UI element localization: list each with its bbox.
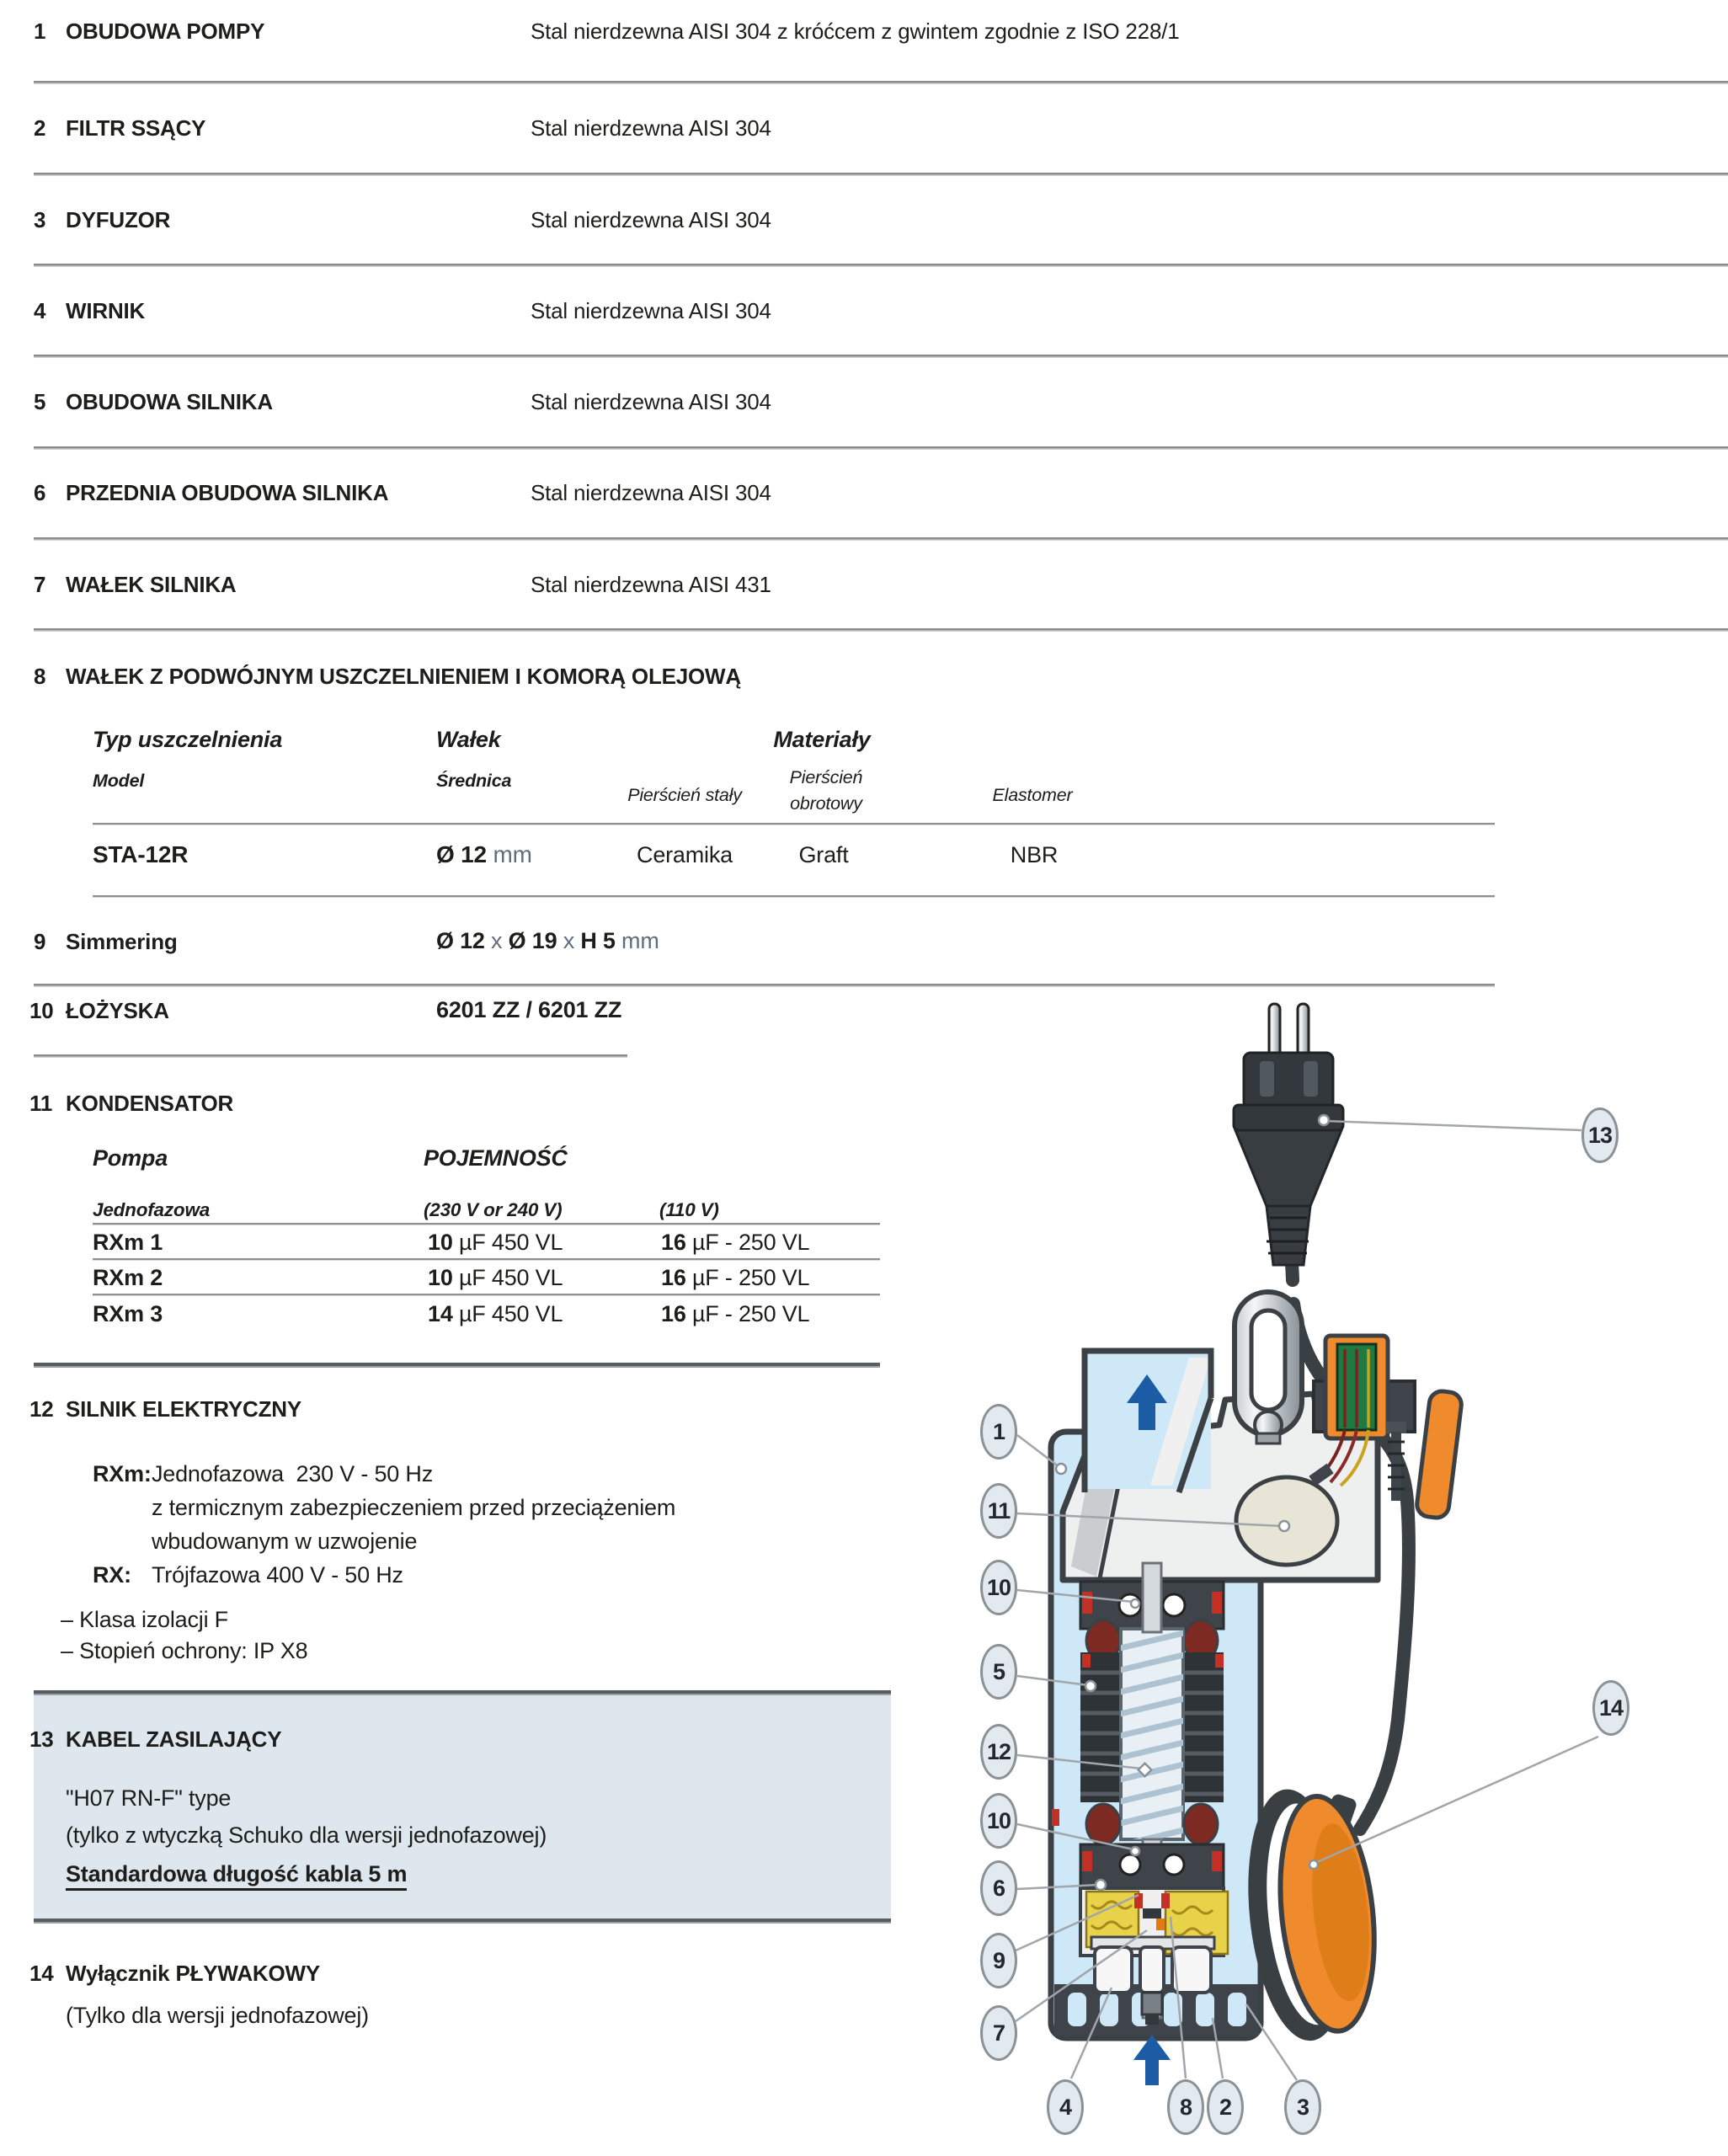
section-number: 13: [29, 1726, 54, 1752]
callout-label: 6: [992, 1875, 1005, 1901]
part-material: Stal nierdzewna AISI 304: [531, 480, 771, 505]
capacitor-110-value: 16 µF - 250 VL: [661, 1265, 810, 1290]
capacitor-sub-230: (230 V or 240 V): [424, 1199, 563, 1220]
part-material: Stal nierdzewna AISI 304 z króćcem z gwintem zgodnie z ISO 228/1: [531, 19, 1180, 44]
motor-rx-value: Trójfazowa 400 V - 50 Hz: [152, 1562, 403, 1588]
seal-table-sub-elastomer: Elastomer: [992, 785, 1073, 805]
seal-rotating-ring: Graft: [798, 842, 849, 867]
section-divider: [34, 1690, 891, 1695]
section-10-label: ŁOŻYSKA: [66, 998, 169, 1023]
section-number: 8: [34, 664, 46, 689]
section-12-title: SILNIK ELEKTRYCZNY: [66, 1396, 302, 1422]
callout-4: [1047, 2079, 1084, 2135]
table-rule: [93, 823, 1495, 825]
callout-13: [1581, 1107, 1619, 1163]
part-label: PRZEDNIA OBUDOWA SILNIKA: [66, 480, 389, 505]
section-number: 10: [29, 998, 54, 1023]
callout-label: 14: [1598, 1694, 1624, 1721]
capacitor-230-value: 10 µF 450 VL: [428, 1265, 563, 1290]
callout-2: [1207, 2079, 1244, 2135]
part-material: Stal nierdzewna AISI 304: [531, 115, 771, 141]
part-number: 5: [34, 389, 46, 414]
part-number: 7: [34, 572, 46, 597]
callout-label: 13: [1587, 1122, 1613, 1148]
callout-11: [980, 1483, 1017, 1539]
capacitor-sub-pump: Jednofazowa: [93, 1199, 211, 1220]
row-divider: [34, 1054, 627, 1058]
callout-label: 3: [1296, 2094, 1309, 2120]
capacitor-col-pump: Pompa: [93, 1145, 168, 1171]
callout-10: [980, 1560, 1017, 1615]
seal-table-sub-rotating: Pierścień obrotowy: [789, 767, 863, 814]
callout-label: 10: [986, 1807, 1011, 1833]
part-number: 2: [34, 115, 46, 141]
callout-7: [980, 2005, 1017, 2061]
seal-table-sub-model: Model: [93, 771, 145, 791]
part-label: DYFUZOR: [66, 207, 171, 232]
part-material: Stal nierdzewna AISI 304: [531, 298, 771, 323]
part-number: 1: [34, 19, 46, 44]
row-divider: [34, 173, 1728, 176]
cable-type: "H07 RN-F" type: [66, 1785, 232, 1811]
seal-diameter: Ø 12 mm: [436, 841, 532, 867]
callout-label: 2: [1219, 2094, 1232, 2120]
callout-label: 12: [986, 1738, 1011, 1764]
simmering-dimensions: Ø 12 x Ø 19 x H 5 mm: [436, 928, 659, 953]
capacitor-model: RXm 3: [93, 1301, 163, 1326]
row-divider: [34, 264, 1728, 267]
capacitor-230-value: 14 µF 450 VL: [428, 1301, 563, 1326]
motor-rxm-line2: z termicznym zabezpieczeniem przed przeciążeniem: [152, 1495, 676, 1520]
suction-up-arrow-icon: [1133, 2035, 1171, 2085]
row-divider: [34, 355, 1728, 358]
cable-length: Standardowa długość kabla 5 m: [66, 1861, 407, 1888]
seal-model: STA-12R: [93, 841, 189, 867]
section-divider: [34, 1919, 891, 1924]
callout-10b: [980, 1793, 1017, 1849]
callout-3: [1284, 2079, 1321, 2135]
seal-table-group-materials: Materiały: [773, 727, 871, 752]
callout-1: [980, 1404, 1017, 1460]
section-11-title: KONDENSATOR: [66, 1091, 234, 1116]
capacitor-230-value: 10 µF 450 VL: [428, 1230, 563, 1255]
callout-label: 11: [987, 1497, 1011, 1524]
capacitor-110-value: 16 µF - 250 VL: [661, 1301, 810, 1326]
table-rule: [93, 1258, 880, 1260]
schuko-plug: [1234, 1004, 1343, 1265]
capacitor-model: RXm 1: [93, 1230, 163, 1255]
part-label: WAŁEK SILNIKA: [66, 572, 237, 597]
capacitor-110-value: 16 µF - 250 VL: [661, 1230, 810, 1255]
capacitor-sub-110: (110 V): [659, 1199, 719, 1220]
bearings-value: 6201 ZZ / 6201 ZZ: [436, 997, 622, 1022]
seal-table-group-seal: Typ uszczelnienia: [93, 727, 283, 752]
callout-label: 9: [992, 1947, 1005, 1973]
seal-table-sub-stationary: Pierścień stały: [627, 785, 742, 805]
seal-table-group-shaft: Wałek: [436, 727, 501, 752]
motor-rotor: [1117, 1629, 1187, 1846]
section-number: 14: [29, 1961, 54, 1986]
callout-5: [980, 1644, 1017, 1700]
motor-rxm-value: Jednofazowa 230 V - 50 Hz: [152, 1461, 434, 1486]
row-divider: [34, 81, 1728, 84]
section-9-label: Simmering: [66, 929, 178, 954]
part-label: WIRNIK: [66, 298, 146, 323]
table-rule: [93, 1294, 880, 1295]
callout-label: 10: [986, 1574, 1011, 1600]
part-material: Stal nierdzewna AISI 431: [531, 572, 771, 597]
seal-stationary-ring: Ceramika: [637, 842, 733, 867]
row-divider: [34, 446, 1728, 450]
part-number: 6: [34, 480, 46, 505]
table-rule: [93, 1223, 880, 1225]
callout-8: [1167, 2079, 1204, 2135]
seal-table-sub-diameter: Średnica: [436, 771, 512, 791]
motor-insulation-class: – Klasa izolacji F: [61, 1607, 228, 1632]
part-number: 4: [34, 298, 46, 323]
discharge-outlet: [1085, 1351, 1211, 1492]
callout-9: [980, 1933, 1017, 1988]
part-label: OBUDOWA POMPY: [66, 19, 265, 44]
part-material: Stal nierdzewna AISI 304: [531, 389, 771, 414]
callout-label: 4: [1059, 2094, 1072, 2120]
capacitor-model: RXm 2: [93, 1265, 163, 1290]
callout-12: [980, 1724, 1017, 1780]
section-number: 9: [34, 929, 46, 954]
section-8-title: WAŁEK Z PODWÓJNYM USZCZELNIENIEM I KOMORĄ OLEJOWĄ: [66, 664, 741, 689]
part-material: Stal nierdzewna AISI 304: [531, 207, 771, 232]
section-13-title: KABEL ZASILAJĄCY: [66, 1726, 282, 1752]
carry-handle: [1235, 1292, 1302, 1444]
callout-14: [1592, 1680, 1629, 1736]
section-number: 12: [29, 1396, 54, 1422]
motor-rxm-label: RXm:: [93, 1461, 152, 1486]
part-label: FILTR SSĄCY: [66, 115, 206, 141]
callout-label: 5: [992, 1658, 1005, 1684]
row-divider: [34, 537, 1728, 541]
motor-rx-label: RX:: [93, 1562, 131, 1588]
cable-plug-note: (tylko z wtyczką Schuko dla wersji jednofazowej): [66, 1822, 547, 1848]
callout-label: 7: [992, 2020, 1005, 2046]
section-divider: [34, 1363, 880, 1368]
callout-label: 8: [1179, 2094, 1192, 2120]
table-rule: [93, 895, 1495, 897]
row-divider: [34, 628, 1728, 632]
section-14-title: Wyłącznik PŁYWAKOWY: [66, 1961, 320, 1986]
seal-elastomer: NBR: [1010, 842, 1059, 867]
capacitor-col-capacity: POJEMNOŚĆ: [424, 1145, 568, 1171]
callout-6: [980, 1860, 1017, 1916]
motor-protection-degree: – Stopień ochrony: IP X8: [61, 1638, 308, 1663]
part-number: 3: [34, 207, 46, 232]
callout-label: 1: [992, 1418, 1005, 1444]
motor-rxm-line3: wbudowanym w uzwojenie: [152, 1529, 418, 1554]
part-label: OBUDOWA SILNIKA: [66, 389, 273, 414]
section-number: 11: [29, 1091, 53, 1116]
float-switch-note: (Tylko dla wersji jednofazowej): [66, 2003, 369, 2028]
